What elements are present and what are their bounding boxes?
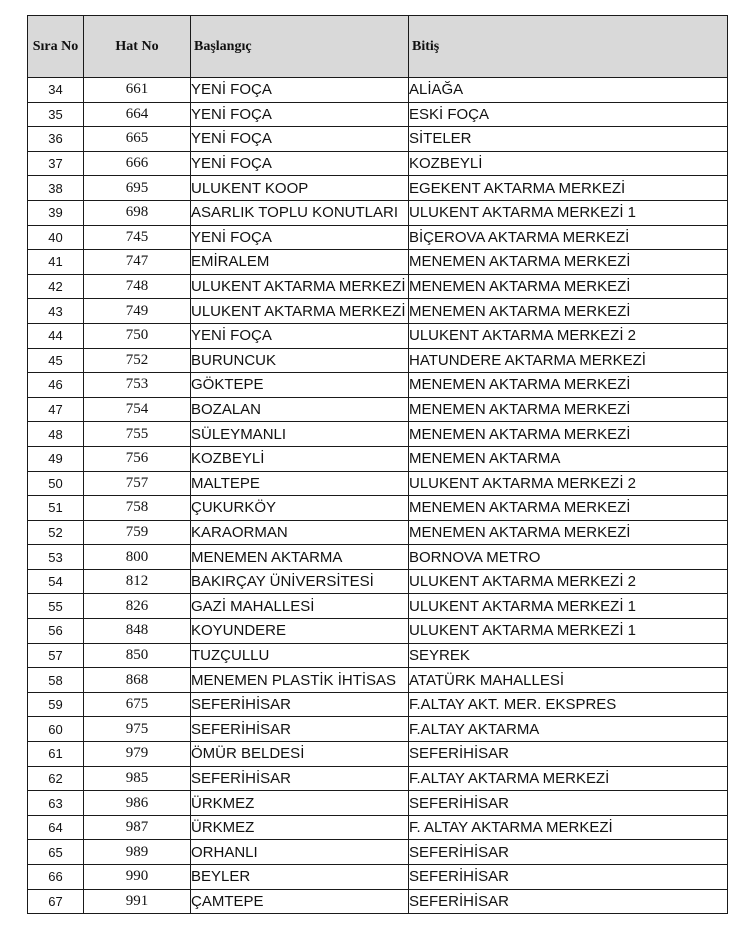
cell-baslangic: ULUKENT KOOP xyxy=(191,176,409,201)
cell-bitis: HATUNDERE AKTARMA MERKEZİ xyxy=(409,348,728,373)
cell-bitis: ULUKENT AKTARMA MERKEZİ 1 xyxy=(409,619,728,644)
cell-baslangic: YENİ FOÇA xyxy=(191,151,409,176)
cell-bitis: MENEMEN AKTARMA xyxy=(409,446,728,471)
table-row xyxy=(28,791,728,816)
cell-hat-no: 987 xyxy=(84,815,191,840)
cell-sira-no: 59 xyxy=(28,692,84,717)
cell-bitis: EGEKENT AKTARMA MERKEZİ xyxy=(409,176,728,201)
cell-bitis: BİÇEROVA AKTARMA MERKEZİ xyxy=(409,225,728,250)
cell-bitis: F.ALTAY AKTARMA xyxy=(409,717,728,742)
cell-bitis: ALİAĞA xyxy=(409,78,728,103)
cell-baslangic: MENEMEN AKTARMA xyxy=(191,545,409,570)
table-row xyxy=(28,889,728,914)
table-row xyxy=(28,397,728,422)
cell-baslangic: GÖKTEPE xyxy=(191,373,409,398)
route-table xyxy=(27,15,728,914)
cell-bitis: ULUKENT AKTARMA MERKEZİ 1 xyxy=(409,594,728,619)
cell-baslangic: ORHANLI xyxy=(191,840,409,865)
table-row xyxy=(28,373,728,398)
table-row xyxy=(28,840,728,865)
table-row xyxy=(28,619,728,644)
cell-hat-no: 749 xyxy=(84,299,191,324)
cell-sira-no: 58 xyxy=(28,668,84,693)
cell-hat-no: 826 xyxy=(84,594,191,619)
cell-hat-no: 698 xyxy=(84,200,191,225)
cell-baslangic: KARAORMAN xyxy=(191,520,409,545)
cell-sira-no: 54 xyxy=(28,569,84,594)
cell-baslangic: BOZALAN xyxy=(191,397,409,422)
cell-hat-no: 848 xyxy=(84,619,191,644)
cell-bitis: ULUKENT AKTARMA MERKEZİ 2 xyxy=(409,471,728,496)
cell-baslangic: ASARLIK TOPLU KONUTLARI xyxy=(191,200,409,225)
cell-sira-no: 34 xyxy=(28,78,84,103)
cell-baslangic: MALTEPE xyxy=(191,471,409,496)
table-row xyxy=(28,742,728,767)
cell-baslangic: ÇUKURKÖY xyxy=(191,496,409,521)
cell-hat-no: 754 xyxy=(84,397,191,422)
cell-bitis: ATATÜRK MAHALLESİ xyxy=(409,668,728,693)
cell-baslangic: ÇAMTEPE xyxy=(191,889,409,914)
cell-bitis: MENEMEN AKTARMA MERKEZİ xyxy=(409,496,728,521)
table-row xyxy=(28,594,728,619)
header-baslangic: Başlangıç xyxy=(191,16,409,78)
cell-bitis: SEFERİHİSAR xyxy=(409,840,728,865)
header-row xyxy=(28,16,728,78)
table-row xyxy=(28,520,728,545)
table-row xyxy=(28,348,728,373)
cell-baslangic: YENİ FOÇA xyxy=(191,323,409,348)
cell-sira-no: 63 xyxy=(28,791,84,816)
cell-baslangic: ÖMÜR BELDESİ xyxy=(191,742,409,767)
cell-hat-no: 985 xyxy=(84,766,191,791)
cell-sira-no: 43 xyxy=(28,299,84,324)
cell-hat-no: 666 xyxy=(84,151,191,176)
table-row xyxy=(28,299,728,324)
cell-hat-no: 750 xyxy=(84,323,191,348)
cell-sira-no: 51 xyxy=(28,496,84,521)
cell-sira-no: 57 xyxy=(28,643,84,668)
table-row xyxy=(28,717,728,742)
cell-baslangic: MENEMEN PLASTİK İHTİSAS xyxy=(191,668,409,693)
cell-sira-no: 60 xyxy=(28,717,84,742)
cell-hat-no: 759 xyxy=(84,520,191,545)
cell-sira-no: 53 xyxy=(28,545,84,570)
cell-hat-no: 661 xyxy=(84,78,191,103)
table-row xyxy=(28,225,728,250)
cell-baslangic: GAZİ MAHALLESİ xyxy=(191,594,409,619)
cell-baslangic: BURUNCUK xyxy=(191,348,409,373)
cell-bitis: F.ALTAY AKTARMA MERKEZİ xyxy=(409,766,728,791)
cell-hat-no: 991 xyxy=(84,889,191,914)
table-row xyxy=(28,692,728,717)
cell-hat-no: 756 xyxy=(84,446,191,471)
cell-hat-no: 757 xyxy=(84,471,191,496)
cell-hat-no: 989 xyxy=(84,840,191,865)
header-hat-no: Hat No xyxy=(84,16,191,78)
table-row xyxy=(28,865,728,890)
cell-baslangic: SEFERİHİSAR xyxy=(191,692,409,717)
table-row xyxy=(28,471,728,496)
cell-sira-no: 64 xyxy=(28,815,84,840)
table-row xyxy=(28,766,728,791)
cell-sira-no: 49 xyxy=(28,446,84,471)
cell-sira-no: 47 xyxy=(28,397,84,422)
cell-hat-no: 753 xyxy=(84,373,191,398)
cell-bitis: SEFERİHİSAR xyxy=(409,865,728,890)
cell-baslangic: YENİ FOÇA xyxy=(191,225,409,250)
cell-baslangic: BAKIRÇAY ÜNİVERSİTESİ xyxy=(191,569,409,594)
cell-hat-no: 850 xyxy=(84,643,191,668)
cell-sira-no: 39 xyxy=(28,200,84,225)
cell-sira-no: 52 xyxy=(28,520,84,545)
cell-baslangic: SEFERİHİSAR xyxy=(191,717,409,742)
table-row xyxy=(28,102,728,127)
cell-bitis: SEFERİHİSAR xyxy=(409,889,728,914)
cell-baslangic: ULUKENT AKTARMA MERKEZİ xyxy=(191,274,409,299)
table-row xyxy=(28,200,728,225)
header-sira-no: Sıra No xyxy=(28,16,84,78)
cell-sira-no: 40 xyxy=(28,225,84,250)
cell-hat-no: 868 xyxy=(84,668,191,693)
cell-hat-no: 986 xyxy=(84,791,191,816)
cell-sira-no: 65 xyxy=(28,840,84,865)
cell-baslangic: YENİ FOÇA xyxy=(191,127,409,152)
table-row xyxy=(28,78,728,103)
cell-baslangic: KOZBEYLİ xyxy=(191,446,409,471)
cell-baslangic: KOYUNDERE xyxy=(191,619,409,644)
cell-bitis: ESKİ FOÇA xyxy=(409,102,728,127)
table-row xyxy=(28,569,728,594)
table-row xyxy=(28,151,728,176)
cell-hat-no: 800 xyxy=(84,545,191,570)
cell-sira-no: 56 xyxy=(28,619,84,644)
table-row xyxy=(28,176,728,201)
cell-sira-no: 42 xyxy=(28,274,84,299)
table-header xyxy=(28,16,728,78)
table-row xyxy=(28,643,728,668)
cell-hat-no: 675 xyxy=(84,692,191,717)
cell-hat-no: 664 xyxy=(84,102,191,127)
cell-bitis: F.ALTAY AKT. MER. EKSPRES xyxy=(409,692,728,717)
table-row xyxy=(28,545,728,570)
cell-hat-no: 747 xyxy=(84,250,191,275)
cell-sira-no: 55 xyxy=(28,594,84,619)
cell-sira-no: 66 xyxy=(28,865,84,890)
cell-sira-no: 62 xyxy=(28,766,84,791)
cell-sira-no: 48 xyxy=(28,422,84,447)
cell-sira-no: 36 xyxy=(28,127,84,152)
cell-baslangic: ÜRKMEZ xyxy=(191,791,409,816)
cell-sira-no: 46 xyxy=(28,373,84,398)
cell-bitis: MENEMEN AKTARMA MERKEZİ xyxy=(409,274,728,299)
cell-bitis: BORNOVA METRO xyxy=(409,545,728,570)
cell-bitis: SEYREK xyxy=(409,643,728,668)
cell-bitis: ULUKENT AKTARMA MERKEZİ 2 xyxy=(409,569,728,594)
table-row xyxy=(28,250,728,275)
table-row xyxy=(28,274,728,299)
cell-sira-no: 37 xyxy=(28,151,84,176)
cell-hat-no: 758 xyxy=(84,496,191,521)
cell-baslangic: ÜRKMEZ xyxy=(191,815,409,840)
cell-hat-no: 979 xyxy=(84,742,191,767)
cell-bitis: KOZBEYLİ xyxy=(409,151,728,176)
header-bitis: Bitiş xyxy=(409,16,728,78)
cell-sira-no: 35 xyxy=(28,102,84,127)
table-row xyxy=(28,496,728,521)
cell-sira-no: 41 xyxy=(28,250,84,275)
cell-bitis: SEFERİHİSAR xyxy=(409,742,728,767)
cell-baslangic: SEFERİHİSAR xyxy=(191,766,409,791)
cell-baslangic: BEYLER xyxy=(191,865,409,890)
cell-bitis: ULUKENT AKTARMA MERKEZİ 1 xyxy=(409,200,728,225)
table-body xyxy=(28,78,728,914)
cell-bitis: SEFERİHİSAR xyxy=(409,791,728,816)
cell-baslangic: YENİ FOÇA xyxy=(191,102,409,127)
cell-hat-no: 990 xyxy=(84,865,191,890)
table-row xyxy=(28,127,728,152)
cell-bitis: MENEMEN AKTARMA MERKEZİ xyxy=(409,299,728,324)
cell-hat-no: 748 xyxy=(84,274,191,299)
cell-hat-no: 745 xyxy=(84,225,191,250)
cell-sira-no: 61 xyxy=(28,742,84,767)
cell-bitis: MENEMEN AKTARMA MERKEZİ xyxy=(409,250,728,275)
cell-baslangic: EMİRALEM xyxy=(191,250,409,275)
cell-hat-no: 695 xyxy=(84,176,191,201)
cell-bitis: F. ALTAY AKTARMA MERKEZİ xyxy=(409,815,728,840)
cell-sira-no: 67 xyxy=(28,889,84,914)
cell-bitis: MENEMEN AKTARMA MERKEZİ xyxy=(409,373,728,398)
cell-sira-no: 50 xyxy=(28,471,84,496)
cell-bitis: ULUKENT AKTARMA MERKEZİ 2 xyxy=(409,323,728,348)
cell-hat-no: 755 xyxy=(84,422,191,447)
cell-baslangic: SÜLEYMANLI xyxy=(191,422,409,447)
cell-baslangic: TUZÇULLU xyxy=(191,643,409,668)
cell-baslangic: YENİ FOÇA xyxy=(191,78,409,103)
table-row xyxy=(28,668,728,693)
cell-bitis: MENEMEN AKTARMA MERKEZİ xyxy=(409,520,728,545)
cell-sira-no: 38 xyxy=(28,176,84,201)
cell-bitis: MENEMEN AKTARMA MERKEZİ xyxy=(409,422,728,447)
cell-sira-no: 45 xyxy=(28,348,84,373)
cell-hat-no: 752 xyxy=(84,348,191,373)
cell-bitis: MENEMEN AKTARMA MERKEZİ xyxy=(409,397,728,422)
table-row xyxy=(28,323,728,348)
cell-hat-no: 812 xyxy=(84,569,191,594)
cell-hat-no: 975 xyxy=(84,717,191,742)
table-row xyxy=(28,446,728,471)
cell-bitis: SİTELER xyxy=(409,127,728,152)
cell-hat-no: 665 xyxy=(84,127,191,152)
cell-baslangic: ULUKENT AKTARMA MERKEZİ xyxy=(191,299,409,324)
table-row xyxy=(28,815,728,840)
table-row xyxy=(28,422,728,447)
cell-sira-no: 44 xyxy=(28,323,84,348)
